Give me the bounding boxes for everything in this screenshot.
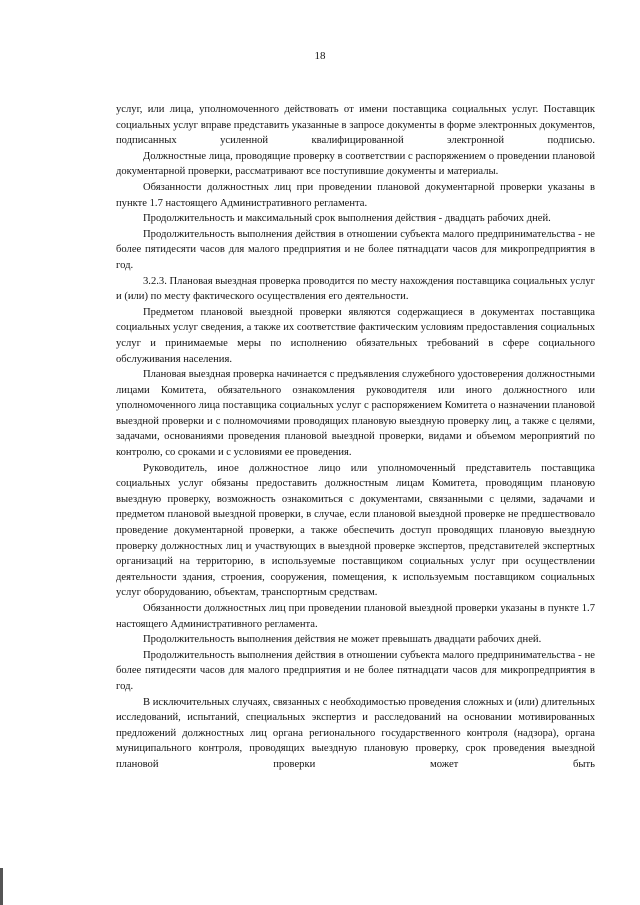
paragraph: Плановая выездная проверка начинается с предъявления служебного удостоверения должностными лицами Комитета, обязательного ознакомления руководителя или иного должностного или уполномоченного лица поставщика социальных услуг с распоряжением Комитета о назначении плановой выездной проверки и с полномочиями проводящих плановую выездную проверку лиц, а также с целями, задачами, основаниями проведения плановой выездной проверки, видами и объемом мероприятий по контролю, со сроками и с условиями ее проведения. (116, 369, 595, 459)
paragraph-continues: В исключительных случаях, связанных с необходимостью проведения сложных и (или) длительных исследований, испытаний, специальных экспертиз и расследований на основании мотивированных предложений должностных лиц органа регионального государственного контроля (надзора), органа муниципального контроля, проводящих выездную плановую проверку, срок проведения выездной плановой проверки может быть (116, 696, 595, 770)
paragraph: Предметом плановой выездной проверки являются содержащиеся в документах поставщика социальных услуг сведения, а также их соответствие фактическим условиям предоставления социальных услуг и принимаемые меры по исполнению обязательных требований в сфере социального обслуживания населения. (116, 306, 595, 365)
paragraph: Обязанности должностных лиц при проведении плановой документарной проверки указаны в пункте 1.7 настоящего Административного регламента. (116, 181, 595, 209)
page-number: 18 (314, 50, 326, 62)
section-3-2-3: 3.2.3. Плановая выездная проверка проводится по месту нахождения поставщика социальных услуг и (или) по месту фактического осуществления его деятельности. (116, 275, 595, 303)
paragraph: Продолжительность выполнения действия не может превышать двадцати рабочих дней. (143, 634, 542, 646)
paragraph: Обязанности должностных лиц при проведении плановой выездной проверки указаны в пункте 1.7 настоящего Административного регламента. (116, 603, 595, 630)
paragraph-continuation: услуг, или лица, уполномоченного действовать от имени поставщика социальных услуг. Поставщик социальных услуг вправе представить указанные в запросе документы в форме электронных документов, подписанных усиленной квалифицированной электронной подписью. (116, 104, 595, 147)
paragraph: Продолжительность выполнения действия в отношении субъекта малого предпринимательства - не более пятидесяти часов для малого предприятия и не более пятнадцати часов для микропредприятия в год. (116, 649, 595, 692)
paragraph: Руководитель, иное должностное лицо или уполномоченный представитель поставщика социальных услуг обязаны предоставить должностным лицам Комитета, проводящим плановую выездную проверку, возможность ознакомиться с документами, связанными с целями, задачами и предметом плановой выездной проверки, в случае, если плановой выездной проверке не предшествовало проведение документарной проверки, а также обеспечить доступ проводящих плановую выездную проверку должностных лиц и участвующих в выездной проверке экспертов, представителей экспертных организаций на территорию, в используемые поставщиком социальных услуг при осуществлении деятельности здания, строения, сооружения, помещения, к используемым поставщиком социальных услуг оборудованию, объектам, транспортным средствам. (116, 462, 595, 599)
paragraph: Должностные лица, проводящие проверку в соответствии с распоряжением о проведении плановой документарной проверки, рассматривают все поступившие документы и материалы. (116, 150, 595, 178)
body-text (116, 102, 595, 773)
paragraph: Продолжительность и максимальный срок выполнения действия - двадцать рабочих дней. (143, 213, 551, 225)
scan-edge-mark (0, 868, 3, 905)
paragraph: Продолжительность выполнения действия в отношении субъекта малого предпринимательства - не более пятидесяти часов для малого предприятия и не более пятнадцати часов для микропредприятия в год. (116, 228, 595, 271)
